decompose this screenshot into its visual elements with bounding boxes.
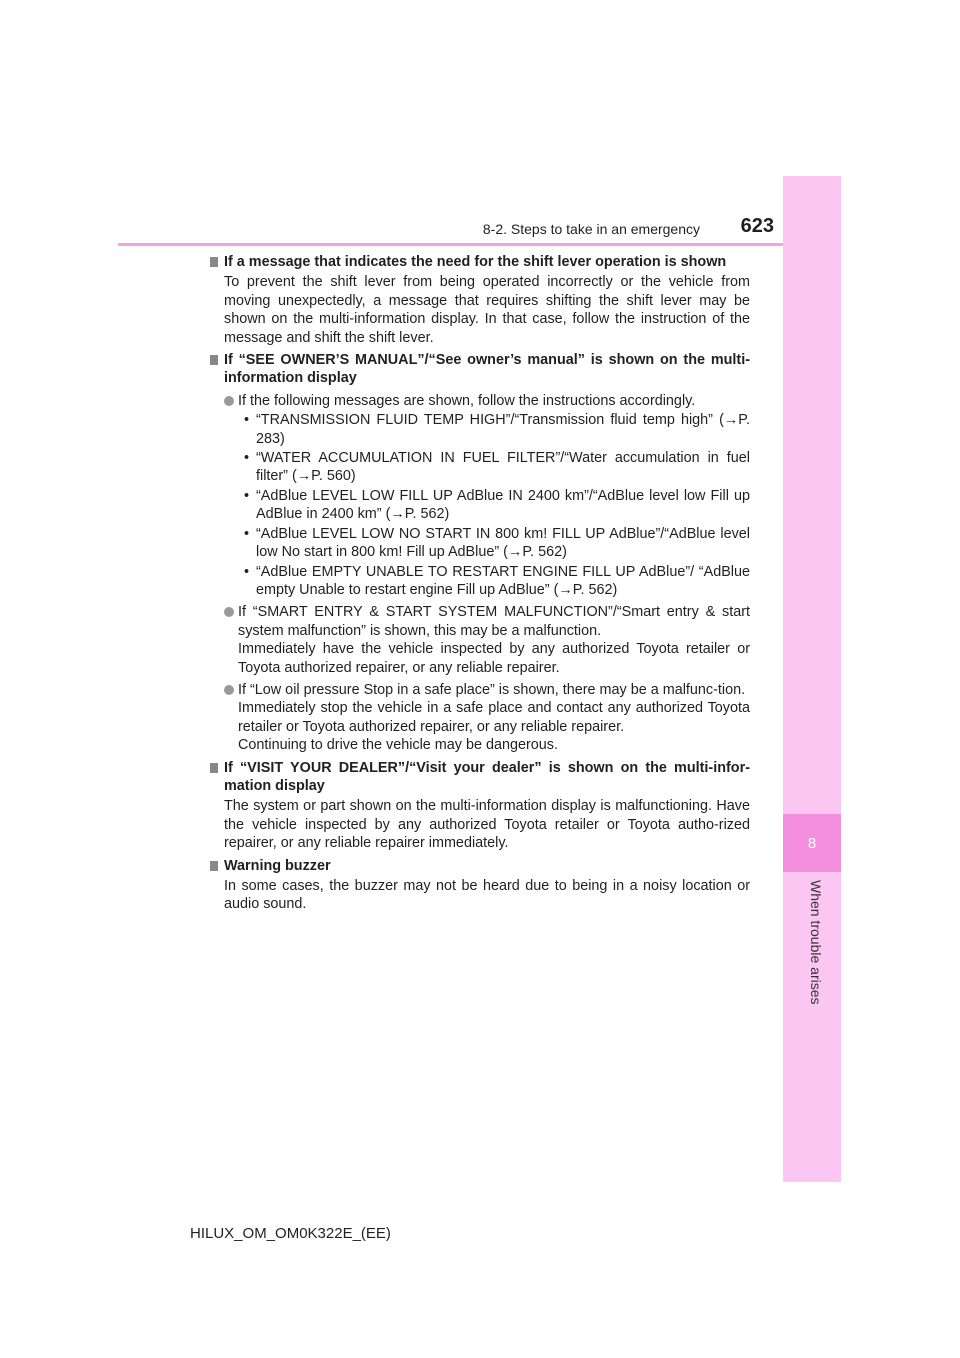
- section-header: 8-2. Steps to take in an emergency: [482, 221, 700, 237]
- list-item: [224, 603, 750, 677]
- bullet-text: If “SMART ENTRY & START SYSTEM MALFUNCTION”/“Smart entry & start system malfunction” is shown, this may be a malfunction.: [238, 604, 750, 639]
- section-see-owners-manual: [210, 351, 750, 755]
- message-text[interactable]: “WATER ACCUMULATION IN FUEL FILTER”/“Water accumulation in fuel filter” (→P. 560): [256, 450, 750, 485]
- bullet-text: If the following messages are shown, follow the instructions accordingly.: [238, 392, 696, 409]
- round-bullet-icon: [224, 607, 234, 617]
- message-item: • “TRANSMISSION FLUID TEMP HIGH”/“Transmission fluid temp high” (→P. 283): [244, 412, 750, 447]
- section-body: The system or part shown on the multi-information display is malfunctioning. Have the vehicle inspected by any authorized Toyota retailer or Toyota autho-rized repairer, or any reliable repairer immediately.: [224, 798, 750, 852]
- bullet-note: Immediately stop the vehicle in a safe place and contact any authorized Toyota retailer or Toyota authorized repairer, or any reliable repairer.: [238, 700, 750, 735]
- chapter-number-tab[interactable]: [783, 814, 841, 872]
- section-warning-buzzer: [210, 857, 750, 914]
- message-item: • “WATER ACCUMULATION IN FUEL FILTER”/“Water accumulation in fuel filter” (→P. 560): [244, 450, 750, 485]
- message-item: • “AdBlue EMPTY UNABLE TO RESTART ENGINE FILL UP AdBlue”/ “AdBlue empty Unable to restart engine Fill up AdBlue” (→P. 562): [244, 563, 750, 598]
- section-body: In some cases, the buzzer may not be heard due to being in a noisy location or audio sound.: [224, 878, 750, 913]
- square-bullet-icon: [210, 355, 218, 365]
- bullet-text: If “Low oil pressure Stop in a safe place” is shown, there may be a malfunc-tion.: [238, 681, 746, 698]
- section-title: If “VISIT YOUR DEALER”/“Visit your dealer” is shown on the multi-infor-mation display: [224, 759, 750, 794]
- header-rule: [118, 243, 783, 246]
- square-bullet-icon: [210, 257, 218, 267]
- section-title: If “SEE OWNER’S MANUAL”/“See owner’s manual” is shown on the multi-information display: [224, 352, 750, 387]
- bullet-note: Immediately have the vehicle inspected by any authorized Toyota retailer or Toyota authorized repairer, or any reliable repairer.: [238, 641, 750, 676]
- chapter-title: When trouble arises: [808, 880, 824, 1005]
- section-title: If a message that indicates the need for the shift lever operation is shown: [224, 254, 727, 270]
- message-item: • “AdBlue LEVEL LOW NO START IN 800 km! FILL UP AdBlue”/“AdBlue level low No start in 800 km! Fill up AdBlue” (→P. 562): [244, 525, 750, 561]
- bullet-note: Continuing to drive the vehicle may be dangerous.: [238, 737, 558, 754]
- section-body: To prevent the shift lever from being operated incorrectly or the vehicle from moving unexpectedly, a message that requires shifting the shift lever may be shown on the multi-information display. In that case, follow the instruction of the message and shift the shift lever.: [224, 274, 750, 346]
- list-item: [224, 392, 750, 599]
- chapter-number: 8: [807, 834, 817, 852]
- section-shift-lever: [210, 253, 750, 347]
- message-text[interactable]: “TRANSMISSION FLUID TEMP HIGH”/“Transmission fluid temp high” (→P. 283): [256, 412, 750, 447]
- section-visit-dealer: [210, 759, 750, 853]
- page-content: [210, 253, 750, 918]
- section-title: Warning buzzer: [224, 857, 331, 874]
- list-item: [224, 681, 750, 755]
- page-number: 623: [740, 215, 774, 237]
- message-text[interactable]: “AdBlue LEVEL LOW NO START IN 800 km! FILL UP AdBlue”/“AdBlue level low No start in 800 km! Fill up AdBlue” (→P. 562): [256, 525, 750, 561]
- square-bullet-icon: [210, 861, 218, 871]
- document-code: HILUX_OM_OM0K322E_(EE): [190, 1225, 391, 1242]
- message-text[interactable]: “AdBlue EMPTY UNABLE TO RESTART ENGINE FILL UP AdBlue”/ “AdBlue empty Unable to restart engine Fill up AdBlue” (→P. 562): [256, 563, 750, 598]
- chapter-side-tab: [783, 176, 841, 1182]
- round-bullet-icon: [224, 685, 234, 695]
- message-text[interactable]: “AdBlue LEVEL LOW FILL UP AdBlue IN 2400 km”/“AdBlue level low Fill up AdBlue in 2400 km” (→P. 562): [256, 487, 750, 523]
- square-bullet-icon: [210, 763, 218, 773]
- round-bullet-icon: [224, 396, 234, 406]
- message-item: • “AdBlue LEVEL LOW FILL UP AdBlue IN 2400 km”/“AdBlue level low Fill up AdBlue in 2400 km” (→P. 562): [244, 487, 750, 523]
